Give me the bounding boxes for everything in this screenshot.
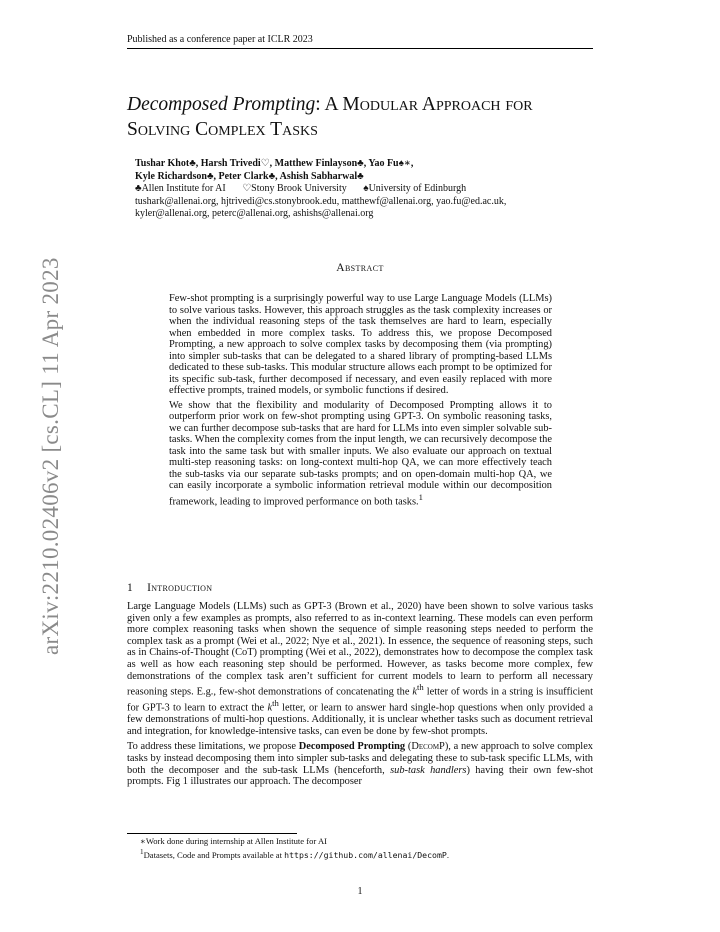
footnote-rule (127, 833, 297, 834)
intro-p1-text-c: letter, or learn to answer hard single-hop questions when only provided a few demonstrations of multi-hop questions. Additionally, it is unclear whether tasks such as document retrieval and integration, for knowledge-intensive tasks, can even be done by few-shot prompts. (127, 702, 593, 737)
superscript-th: th (417, 682, 424, 693)
superscript-th: th (272, 698, 279, 709)
emails-line-2: kyler@allenai.org, peterc@allenai.org, ashishs@allenai.org (135, 208, 374, 219)
author-line-2: Kyle Richardson♣, Peter Clark♣, Ashish Sabharwal♣ (135, 170, 364, 182)
term-subtask-handlers: sub-task handlers (390, 764, 467, 776)
intro-p1-text-b: letter of words in a string is insufficient for GPT-3 to learn to extract the (127, 686, 593, 714)
intro-p2-text-a: To address these limitations, we propose (127, 741, 299, 753)
affiliations (135, 183, 595, 196)
arxiv-stamp: arXiv:2210.02406v2 [cs.CL] 11 Apr 2023 (38, 257, 63, 655)
intro-paragraph-1 (127, 601, 593, 737)
paper-title (127, 92, 597, 142)
affiliation-allen: ♣Allen Institute for AI (135, 183, 226, 194)
running-header: Published as a conference paper at ICLR 2023 (127, 34, 593, 49)
section-title: Introduction (147, 582, 213, 594)
math-k: k (267, 702, 273, 714)
author-line-1: Tushar Khot♣, Harsh Trivedi♡, Matthew Finlayson♣, Yao Fu♠∗, (135, 158, 414, 169)
title-subtitle: : A Modular Approach for (315, 94, 533, 115)
footnotes (140, 836, 590, 861)
title-method-name: Decomposed Prompting (127, 94, 316, 115)
footnote-1 (140, 847, 590, 861)
intro-paragraph-2 (127, 741, 593, 787)
footnote-1-url-link[interactable]: https://github.com/allenai/DecomP (284, 849, 447, 860)
affiliation-stonybrook: ♡Stony Brook University (242, 183, 347, 194)
abstract-heading: Abstract (336, 262, 384, 274)
section-heading-introduction (127, 582, 226, 594)
abstract-paragraph-2 (169, 400, 552, 508)
footnote-1-period: . (446, 849, 449, 860)
footnote-1-mark: 1 (140, 848, 144, 856)
title-line-2: Solving Complex Tasks (127, 119, 318, 140)
method-name-bold: Decomposed Prompting (298, 741, 406, 753)
emails-line-1: tushark@allenai.org, hjtrivedi@cs.stonybrook.edu, matthewf@allenai.org, yao.fu@ed.ac.uk, (135, 195, 507, 207)
introduction-body (127, 601, 593, 792)
intro-p2-text-d: ) having their own few-shot prompts. Fig 1 illustrates our approach. The decomposer (127, 764, 593, 788)
intro-p2-text-b: ( (405, 741, 412, 753)
math-k: k (412, 686, 418, 698)
method-acronym: DecomP (411, 741, 445, 753)
author-block (135, 158, 595, 221)
abstract-paragraph-2-text: We show that the flexibility and modularity of Decomposed Prompting allows it to outperform prior work on few-shot prompting using GPT-3. On symbolic reasoning tasks, we can further decompose sub-tasks that are hard for LLMs into even simpler solvable sub-tasks. When the complexity comes from the input length, we can recursively decompose the task into the same task but with smaller inputs. We also evaluate our approach on textual multi-step reasoning tasks: on long-context multi-hop QA, we can more effectively teach the sub-tasks via our separate sub-tasks prompts; and on open-domain multi-hop QA, we can easily incorporate a symbolic information retrieval module within our decomposition framework, leading to improved performance on both tasks. (169, 399, 552, 507)
intro-p2-text-c: ), a new approach to solve complex tasks by instead decomposing them into simpler sub-tasks and delegating these to sub-task specific LLMs, with both the decomposer and the sub-task LLMs (henceforth, (127, 741, 594, 776)
intro-p1-text-a: Large Language Models (LLMs) such as GPT-3 (Brown et al., 2020) have been shown to solve various tasks given only a few examples as prompts, also referred to as in-context learning. These models can even perform more complex reasoning tasks when shown the sequence of simple reasoning steps needed to perform the complex task as a prompt (Wei et al., 2022; Nye et al., 2021). In essence, the sequence of reasoning steps, such as in Chains-of-Thought (CoT) prompting (Wei et al., 2022), demonstrates how to decompose the complex task as well as how each reasoning step should be performed. However, as tasks become more complex, few demonstrations of the complex task aren’t sufficient for current models to learn to perform all necessary reasoning steps. E.g., few-shot demonstrations of concatenating the (127, 601, 593, 698)
footnote-ref-1: 1 (418, 491, 423, 502)
abstract-body (169, 293, 552, 510)
footnote-star: ∗Work done during internship at Allen Institute for AI (140, 836, 328, 846)
abstract-paragraph-1: Few-shot prompting is a surprisingly powerful way to use Large Language Models (LLMs) to solve various tasks. However, this approach struggles as the task complexity increases or when the individual reasoning steps of the task themselves are hard to learn, especially when embedded in more complex tasks. To address this, we propose Decomposed Prompting, a new approach to solve complex tasks by decomposing them (via prompting) into simpler sub-tasks that can be delegated to a shared library of prompting-based LLMs dedicated to these sub-tasks. This modular structure allows each prompt to be optimized for its specific sub-task, further decomposed if necessary, and even easily replaced with more effective prompts, trained models, or symbolic functions if desired. (169, 293, 552, 396)
page-number: 1 (357, 886, 363, 897)
affiliation-edinburgh: ♠University of Edinburgh (363, 183, 467, 194)
footnote-1-text: Datasets, Code and Prompts available at (143, 849, 285, 860)
section-number: 1 (127, 582, 134, 594)
